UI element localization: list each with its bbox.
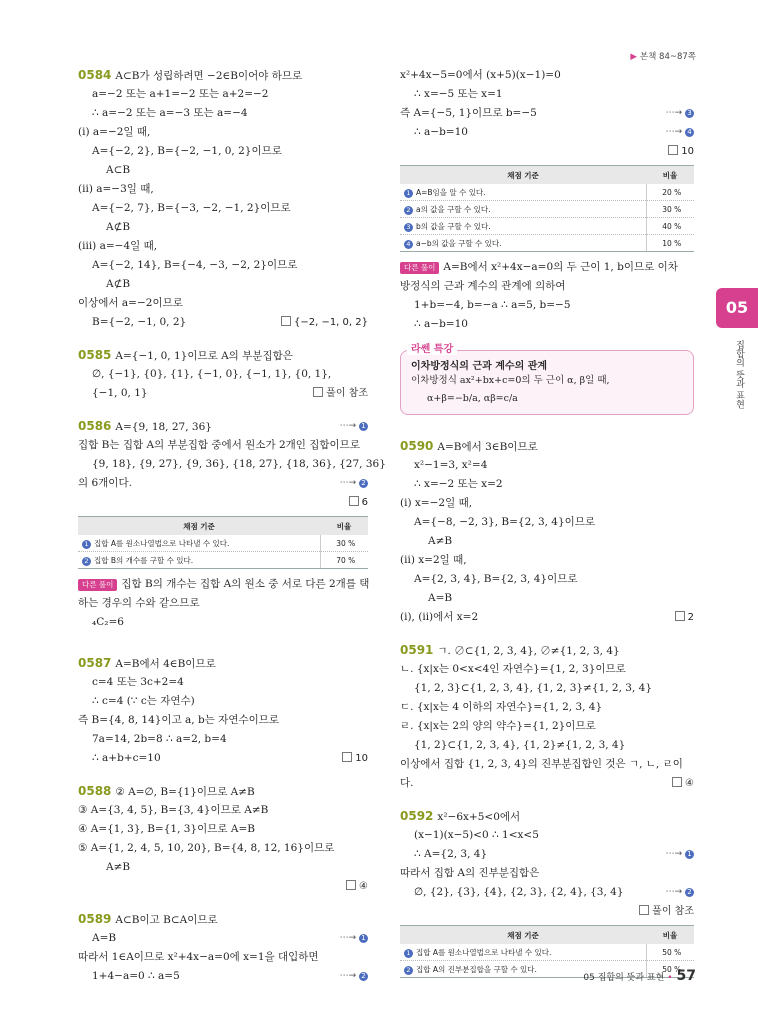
solution-line: 의 6개이다. ⋯→ 2 (78, 474, 368, 493)
table-header: 비율 (646, 166, 694, 185)
alt-solution-line: 방정식의 근과 계수의 관계에 의하여 (400, 280, 566, 292)
special-lecture-formula: α+β=−b/a, αβ=c/a (427, 393, 518, 404)
solution-line: 따라서 집합 A의 진부분집합은 (400, 867, 540, 879)
solution-line: A={−2, 14}, B={−4, −3, −2, 2}이므로 (92, 259, 298, 271)
table-header: 비율 (646, 926, 694, 945)
solution-line: ∅, {−1}, {0}, {1}, {−1, 0}, {−1, 1}, {0, 1}, (92, 368, 332, 380)
answer-box-icon (342, 752, 352, 762)
page-footer: 05 집합의 뜻과 표현 • 57 (583, 968, 696, 984)
alt-solution-line: ₄C₂=6 (92, 616, 124, 628)
solution-line: ∴ x=−2 또는 x=2 (414, 478, 503, 490)
problem-0587-line: 0587 A=B에서 4∈B이므로 (78, 656, 216, 670)
scoring-table (78, 516, 368, 569)
step-marker: ⋯→ 1 (340, 929, 368, 948)
alt-solution-tag: 다른 풀이 (400, 262, 439, 274)
answer-box-icon (675, 611, 685, 621)
problem-0588-line: 0588 ② A=∅, B={1}이므로 A≠B (78, 784, 255, 798)
step-marker: ⋯→ 2 (340, 474, 368, 493)
answer: 풀이 참조 (313, 384, 368, 403)
solution-line: A≠B (428, 535, 453, 547)
table-row: 1 A=B임을 알 수 있다. 20 % (400, 184, 694, 201)
solution-line: ㄹ. {x|x는 2의 양의 약수}={1, 2}이므로 (400, 720, 596, 732)
answer-box-icon (349, 496, 359, 506)
answer: 2 (675, 608, 694, 627)
special-lecture-tag: 라쎈 특강 (407, 340, 457, 355)
alt-solution-line: 하는 경우의 수와 같으므로 (78, 597, 200, 609)
solution-line: ④ A={1, 3}, B={1, 3}이므로 A=B (78, 823, 255, 835)
answer-line (78, 877, 368, 896)
solution-line: a=−2 또는 a+1=−2 또는 a+2=−2 (92, 88, 269, 100)
table-row: 1 집합 A를 원소나열법으로 나타낼 수 있다. 30 % (78, 535, 368, 552)
table-row: 4 a−b의 값을 구할 수 있다. 10 % (400, 235, 694, 252)
solution-line: A={−2, 7}, B={−3, −2, −1, 2}이므로 (92, 202, 291, 214)
solution-line: x²−1=3, x²=4 (414, 459, 488, 471)
solution-line: A≠B (106, 861, 131, 873)
alt-solution-line: 다른 풀이 집합 B의 개수는 집합 A의 원소 중 서로 다른 2개를 택 (78, 575, 368, 594)
table-row: 2 집합 B의 개수를 구할 수 있다. 70 % (78, 552, 368, 569)
problem-0586-line: 0586 A={9, 18, 27, 36} ⋯→ 1 (78, 417, 368, 436)
solution-line: A=B (428, 592, 453, 604)
answer: 10 (668, 142, 694, 161)
page-number: 57 (676, 968, 696, 984)
solution-line: ∴ a=−2 또는 a=−3 또는 a=−4 (92, 107, 248, 119)
special-lecture-text: 이차방정식 ax²+bx+c=0의 두 근이 α, β일 때, (411, 375, 610, 386)
chapter-tab: 05 (716, 288, 758, 328)
alt-solution-line: ∴ a−b=10 (414, 318, 468, 330)
step-marker: ⋯→ 2 (340, 967, 368, 986)
left-column (78, 66, 386, 986)
solution-line: B={−2, −1, 0, 2} {−2, −1, 0, 2} (78, 313, 368, 332)
answer-line (400, 142, 694, 161)
solution-line: 1+4−a=0 ∴ a=5 ⋯→ 2 (78, 967, 368, 986)
solution-line: {−1, 0, 1} 풀이 참조 (78, 384, 368, 403)
solution-line: 즉 A={−5, 1}이므로 b=−5 ⋯→ 3 (400, 104, 694, 123)
table-header: 채점 기준 (400, 926, 646, 945)
answer-line (78, 493, 368, 512)
answer: ④ (346, 877, 368, 896)
solution-line: (ⅱ) x=2일 때, (400, 554, 467, 566)
step-marker: ⋯→ 4 (666, 123, 694, 142)
step-marker: ⋯→ 1 (340, 417, 368, 436)
solution-line: 집합 B는 집합 A의 부분집합 중에서 원소가 2개인 집합이므로 (78, 439, 360, 451)
solution-line: (ⅰ) x=−2일 때, (400, 497, 473, 509)
solution-line: {9, 18}, {9, 27}, {9, 36}, {18, 27}, {18, 36}, {27, 36} (92, 458, 386, 470)
alt-solution-tag: 다른 풀이 (78, 579, 117, 591)
solution-line: c=4 또는 3c+2=4 (92, 676, 184, 688)
solution-line: (ⅱ) a=−3일 때, (78, 183, 154, 195)
solution-line: ∅, {2}, {3}, {4}, {2, 3}, {2, 4}, {3, 4} ⋯→ 2 (400, 883, 694, 902)
solution-line: {1, 2, 3}⊂{1, 2, 3, 4}, {1, 2, 3}≠{1, 2, 3, 4} (414, 682, 652, 694)
bullet-icon: • (667, 973, 673, 983)
alt-solution-line: 다른 풀이 A=B에서 x²+4x−a=0의 두 근이 1, b이므로 이차 (400, 258, 694, 277)
answer-box-icon (281, 316, 291, 326)
solution-line: (ⅰ), (ⅱ)에서 x=2 2 (400, 608, 694, 627)
problem-0584-line: 0584 A⊂B가 성립하려면 −2∈B이어야 하므로 (78, 68, 303, 82)
answer-box-icon (346, 880, 356, 890)
triangle-icon: ▶ (630, 52, 637, 62)
step-marker: ⋯→ 1 (666, 845, 694, 864)
solution-line: 7a=14, 2b=8 ∴ a=2, b=4 (92, 733, 227, 745)
answer-box-icon (313, 387, 323, 397)
answer: ④ (672, 774, 694, 793)
solution-line: {1, 2}⊂{1, 2, 3, 4}, {1, 2}≠{1, 2, 3, 4} (414, 739, 626, 751)
problem-0585-line: 0585 A={−1, 0, 1}이므로 A의 부분집합은 (78, 348, 293, 362)
solution-line: 이상에서 집합 {1, 2, 3, 4}의 진부분집합인 것은 ㄱ, ㄴ, ㄹ이 (400, 758, 683, 770)
answer-line (400, 902, 694, 921)
table-row: 2 집합 A의 진부분집합을 구할 수 있다. 50 % (400, 961, 694, 978)
solution-line: ∴ A={2, 3, 4} ⋯→ 1 (400, 845, 694, 864)
problem-0590-line: 0590 A=B에서 3∈B이므로 (400, 439, 538, 453)
solution-line: ∴ a+b+c=10 10 (78, 749, 368, 768)
solution-line: 이상에서 a=−2이므로 (78, 297, 183, 309)
chapter-tab-label: 집합의 뜻과 표현 (734, 340, 744, 409)
special-lecture-box (400, 344, 694, 415)
answer-box-icon (668, 145, 678, 155)
solution-line: ∴ x=−5 또는 x=1 (414, 88, 503, 100)
solution-line: (x−1)(x−5)<0 ∴ 1<x<5 (414, 829, 539, 841)
table-header: 채점 기준 (400, 166, 646, 185)
problem-0592-line: 0592 x²−6x+5<0에서 (400, 809, 521, 823)
answer: {−2, −1, 0, 2} (281, 313, 368, 332)
solution-line: ③ A={3, 4, 5}, B={3, 4}이므로 A≠B (78, 804, 269, 816)
table-header: 비율 (320, 517, 368, 536)
solution-line: A={2, 3, 4}, B={2, 3, 4}이므로 (414, 573, 578, 585)
answer: 6 (349, 493, 368, 512)
answer: 풀이 참조 (639, 902, 694, 921)
solution-line: 따라서 1∈A이므로 x²+4x−a=0에 x=1을 대입하면 (78, 951, 319, 963)
solution-line: ⑤ A={1, 2, 4, 5, 10, 20}, B={4, 8, 12, 16}이므로 (78, 842, 335, 854)
solution-line: ∴ c=4 (∵ c는 자연수) (92, 695, 195, 707)
problem-0589-line: 0589 A⊂B이고 B⊂A이므로 (78, 912, 218, 926)
solution-line: ㄷ. {x|x는 4 이하의 자연수}={1, 2, 3, 4} (400, 701, 603, 713)
solution-line: ∴ a−b=10 ⋯→ 4 (400, 123, 694, 142)
solution-line: (ⅰ) a=−2일 때, (78, 126, 151, 138)
table-header: 채점 기준 (78, 517, 320, 536)
solution-line: A⊄B (106, 221, 131, 233)
solution-line: (ⅲ) a=−4일 때, (78, 240, 158, 252)
step-marker: ⋯→ 2 (666, 883, 694, 902)
right-column (400, 66, 694, 984)
table-row: 3 b의 값을 구할 수 있다. 40 % (400, 218, 694, 235)
solution-line: x²+4x−5=0에서 (x+5)(x−1)=0 (400, 69, 561, 81)
solution-line: A⊄B (106, 278, 131, 290)
scoring-table (400, 165, 694, 252)
solution-line: A⊂B (106, 164, 131, 176)
solution-line: A={−8, −2, 3}, B={2, 3, 4}이므로 (414, 516, 596, 528)
answer-box-icon (672, 777, 682, 787)
special-lecture-title: 이차방정식의 근과 계수의 관계 (411, 361, 548, 372)
table-row: 1 집합 A를 원소나열법으로 나타낼 수 있다. 50 % (400, 944, 694, 961)
alt-solution-line: 1+b=−4, b=−a ∴ a=5, b=−5 (414, 299, 571, 311)
step-marker: ⋯→ 3 (666, 104, 694, 123)
table-row: 2 a의 값을 구할 수 있다. 30 % (400, 201, 694, 218)
answer-box-icon (639, 905, 649, 915)
solution-line: 즉 B={4, 8, 14}이고 a, b는 자연수이므로 (78, 714, 280, 726)
answer: 10 (342, 749, 368, 768)
solution-line: A={−2, 2}, B={−2, −1, 0, 2}이므로 (92, 145, 282, 157)
page-reference: ▶ 본책 84~87쪽 (630, 52, 696, 62)
solution-line: ㄴ. {x|x는 0<x<4인 자연수}={1, 2, 3}이므로 (400, 663, 626, 675)
solution-line: A=B ⋯→ 1 (78, 929, 368, 948)
problem-0591-line: 0591 ㄱ. ∅⊂{1, 2, 3, 4}, ∅≠{1, 2, 3, 4} (400, 643, 620, 657)
solution-line: 다. ④ (400, 774, 694, 793)
